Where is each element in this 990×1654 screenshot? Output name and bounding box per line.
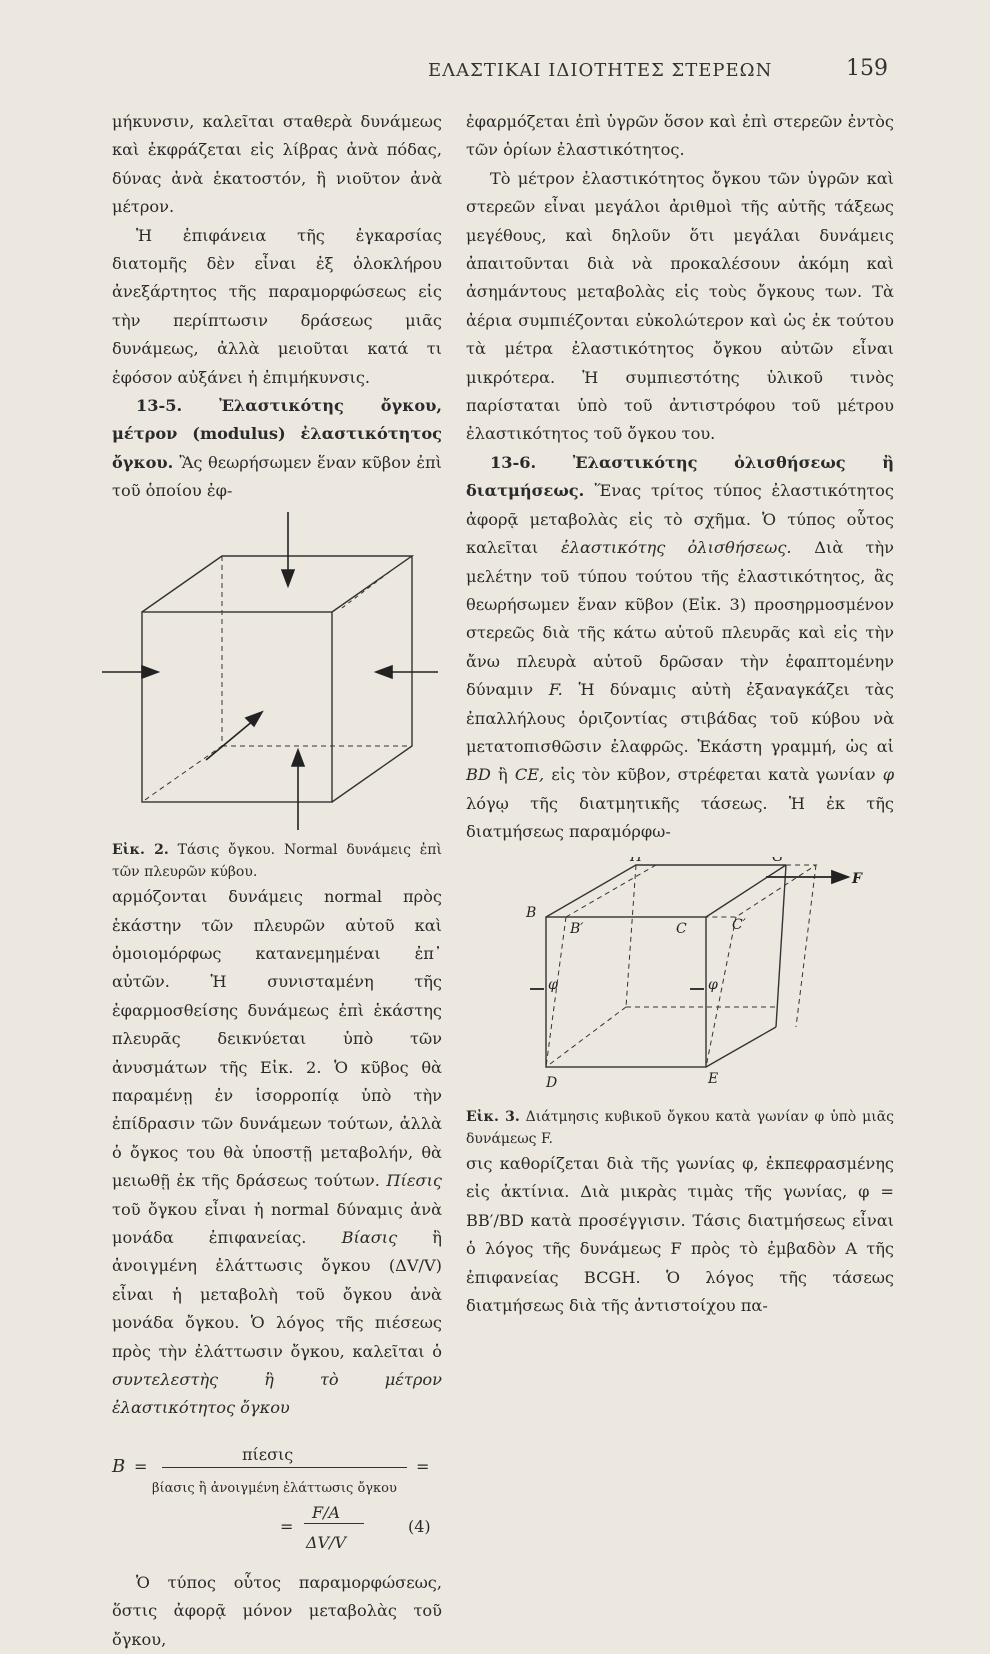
figure-2-label: Εἰκ. 2. — [112, 842, 169, 859]
label-B: B — [526, 904, 537, 921]
paragraph-text: τοῦ ὄγκου εἶναι ἡ normal δύναμις ἀνὰ μονάδα ἐπιφανείας. — [112, 1199, 442, 1247]
front-force-arrow — [206, 720, 254, 760]
label-C: C — [676, 920, 687, 937]
fraction-bar — [304, 1523, 364, 1524]
section-number: 13-5. — [136, 396, 183, 416]
figure-2-caption — [112, 839, 442, 883]
formula-fraction-denominator: ΔV/V — [306, 1532, 347, 1552]
formula-denominator: βίασις ἢ ἀνοιγμένη ἐλάττωσις ὄγκου — [152, 1480, 397, 1496]
page-header — [0, 52, 990, 92]
formula-numerator: πίεσις — [242, 1444, 294, 1464]
section-text: Ἕνας τρίτος τύπος ἐλαστικότητος ἀφορᾷ μεταβολὰς εἰς τὸ σχῆμα. Ὁ τύπος οὗτος καλεῖται — [466, 481, 894, 558]
section-text: Ἡ δύναμις αὐτὴ ἐξαναγκάζει τὰς ἐπαλλήλους ὁριζοντίας στιβάδας τοῦ κύβου νὰ μετατοπισθῶσιν ἐλαφρῶς. Ἑκάστη γραμμή, ὡς αἱ — [466, 680, 894, 756]
cube-edge — [776, 865, 786, 1027]
hidden-edge — [626, 865, 636, 1007]
arrow-head — [292, 750, 304, 766]
paragraph: σις καθορίζεται διὰ τῆς γωνίας φ, ἐκπεφρασμένης εἰς ἀκτίνια. Διὰ μικρὰς τιμὰς τῆς γωνίας, φ = BB′/BD κατὰ προσέγγισιν. Τάσις διατμήσεως εἶναι ὁ λόγος τῆς δυνάμεως F πρὸς τὸ ἐμβαδὸν A τῆς ἐπιφανείας BCGH. Ὁ λόγος τῆς τάσεως διατμήσεως διὰ τῆς ἀντιστοίχου πα- — [466, 1153, 894, 1315]
section-text: Διὰ τὴν μελέτην τοῦ τύπου τούτου τῆς ἐλαστικότητος, ἂς θεωρήσωμεν ἕναν κῦβον (Εἰκ. 3) προσηρμοσμένον στερεῶς διὰ τῆς κάτω αὐτοῦ πλευρᾶς καὶ εἰς τὴν ἄνω πλευρὰ αὐτοῦ δρῶσαν τὴν ἐφαπτομένην δύναμιν — [466, 538, 894, 700]
equation-number: (4) — [408, 1516, 431, 1536]
section-title: Ἐλαστικότης ὀλισθήσεως ἢ διατμήσεως. — [466, 452, 894, 501]
label-D: D — [546, 1074, 558, 1091]
paragraph — [112, 883, 442, 1423]
paragraph: μήκυνσιν, καλεῖται σταθερὰ δυνάμεως καὶ ἐκφράζεται εἰς λίβρας ἀνὰ πόδας, δύνας ἀνὰ ἑκατοστόν, ἢ νιοῦτον ἀνὰ μέτρον. — [112, 112, 442, 217]
label-C-prime: C′ — [732, 916, 746, 933]
left-column — [112, 108, 442, 1654]
label-F: F — [852, 870, 862, 887]
term-bulk-modulus: συντελεστὴς ἢ τὸ μέτρον ἐλαστικότητος ὄγκου — [112, 1370, 442, 1418]
term-strain: Βίασις — [341, 1227, 398, 1247]
symbol-phi: φ — [882, 765, 895, 785]
symbol-F: F. — [548, 680, 563, 700]
arrow-head — [142, 666, 158, 678]
section-text: εἰς τὸν κῦβον, στρέφεται κατὰ γωνίαν — [551, 765, 876, 785]
running-title: ΕΛΑΣΤΙΚΑΙ ΙΔΙΟΤΗΤΕΣ ΣΤΕΡΕΩΝ — [428, 60, 773, 81]
fraction-bar — [162, 1467, 407, 1468]
term-pressure: Πίεσις — [386, 1171, 442, 1191]
formula-equals: = — [134, 1456, 148, 1476]
formula-equals: = — [416, 1456, 430, 1476]
paragraph: Τὸ μέτρον ἐλαστικότητος ὄγκου τῶν ὑγρῶν καὶ στερεῶν εἶναι μεγάλοι ἀριθμοὶ τῆς αὐτῆς τάξεως μεγέθους, καὶ δηλοῦν ὅτι μεγάλαι δυνάμεις ἀπαιτοῦνται διὰ νὰ προκαλέσουν ἀκόμη καὶ ἀσημάντους μεταβολὰς εἰς τοὺς ὄγκους των. Τὰ ἀέρια συμπιέζονται εὐκολώτερον καὶ ὡς ἐκ τούτου τὰ μέτρα ἐλαστικότητος ὄγκου αὐτῶν εἶναι μικρότερα. Ἡ συμπιεστότης ὑλικοῦ τινὸς παρίσταται ὑπὸ τοῦ ἀντιστρόφου τοῦ μέτρου ἐλαστικότητος τοῦ ὄγκου του. — [466, 168, 894, 444]
formula-fraction-numerator: F/A — [312, 1502, 341, 1522]
symbol-BD: BD — [466, 765, 491, 785]
sheared-edge — [796, 865, 816, 1027]
cube-edge — [706, 1027, 776, 1067]
cube-edge — [706, 865, 786, 917]
term-shear-elasticity: ἐλαστικότης ὀλισθήσεως. — [561, 538, 792, 558]
figure-3-label: Εἰκ. 3. — [466, 1108, 520, 1125]
section-text: ἢ — [498, 765, 508, 785]
paragraph: ἐφαρμόζεται ἐπὶ ὑγρῶν ὅσον καὶ ἐπὶ στερεῶν ἐντὸς τῶν ὁρίων ἐλαστικότητος. — [466, 112, 894, 160]
figure-2-cube-diagram — [102, 512, 438, 830]
section-heading-13-6 — [466, 449, 894, 847]
paragraph-text: ἢ ἀνοιγμένη ἐλάττωσις ὄγκου (ΔV/V) εἶναι ἡ μεταβολὴ τοῦ ὄγκου ἀνὰ μονάδα ὄγκου. Ὁ λόγος τῆς πιέσεως πρὸς τὴν ἐλάττωσιν ὄγκου, καλεῖται ὁ — [112, 1227, 442, 1361]
label-H: H — [630, 856, 643, 865]
arrow-head — [832, 871, 848, 883]
figure-3-caption-text: Διάτμησις κυβικοῦ ὄγκου κατὰ γωνίαν φ ὑπὸ μιᾶς δυνάμεως F. — [466, 1108, 894, 1147]
cube-top-back-edge — [546, 865, 786, 917]
hidden-edge — [546, 1007, 626, 1067]
right-column — [466, 108, 894, 1320]
arrow-head — [282, 570, 294, 586]
section-text: λόγῳ τῆς διατμητικῆς τάσεως. Ἡ ἐκ τῆς διατμήσεως παραμόρφω- — [466, 793, 894, 842]
cube-right-face — [332, 556, 412, 802]
label-B-prime: B′ — [570, 920, 584, 937]
label-phi-left: φ — [548, 976, 558, 993]
cube-hidden-edges — [142, 556, 222, 802]
page-number: 159 — [846, 56, 888, 81]
figure-3-caption — [466, 1106, 894, 1150]
figure-3-shear-diagram — [486, 857, 866, 1097]
arrow-head — [376, 666, 392, 678]
paragraph: Ἡ ἐπιφάνεια τῆς ἐγκαρσίας διατομῆς δὲν εἶναι ἐξ ὁλοκλήρου ἀνεξάρτητος τῆς παραμορφώσεως εἰς τὴν περίπτωσιν δράσεως μιᾶς δυνάμεως, ἀλλὰ μειοῦται κατά τι ἐφόσον αὐξάνει ἡ ἐπιμήκυνσις. — [112, 225, 442, 387]
figure-2-caption-text: Τάσις ὄγκου. Normal δυνάμεις ἐπὶ τῶν πλευρῶν κύβου. — [112, 842, 442, 881]
cube-top-face — [142, 556, 412, 612]
section-text: Ἂς θεωρήσωμεν ἕναν κῦβον ἐπὶ τοῦ ὁποίου ἐφ- — [112, 452, 442, 501]
cube-front-face — [142, 612, 332, 802]
section-title: Ἐλαστικότης ὄγκου, μέτρον (modulus) ἐλαστικότητος ὄγκου. — [112, 396, 443, 472]
formula-lhs: B — [112, 1455, 126, 1477]
section-heading-13-5 — [112, 392, 442, 506]
symbol-CE: CE, — [514, 765, 545, 785]
paragraph-text: αρμόζονται δυνάμεις normal πρὸς ἑκάστην τῶν πλευρῶν αὐτοῦ καὶ ὁμοιομόρφως κατανεμημέναι ἐπ᾽ αὐτῶν. Ἡ συνισταμένη τῆς ἐφαρμοσθείσης δυνάμεως ἐπὶ ἑκάστης πλευρᾶς δεικνύεται ὑπὸ τῶν ἀνυσμάτων τῆς Εἰκ. 2. Ὁ κῦβος θὰ παραμένῃ ἐν ἰσορροπίᾳ ὑπὸ τὴν ἐπίδρασιν τῶν δυνάμεων τούτων, ἀλλὰ ὁ ὄγκος του θὰ ὑποστῇ μεταβολήν, θὰ μειωθῇ ἐκ τῆς δράσεως τούτων. — [112, 887, 442, 1191]
section-number: 13-6. — [490, 452, 537, 472]
label-phi-right: φ — [708, 976, 718, 993]
formula-equals: = — [280, 1516, 294, 1536]
sheared-top-face — [566, 865, 816, 917]
label-G: G — [772, 856, 784, 865]
equation-4 — [112, 1439, 442, 1565]
label-E: E — [708, 1070, 719, 1087]
cube-front-face — [546, 917, 706, 1067]
paragraph: Ὁ τύπος οὗτος παραμορφώσεως, ὅστις ἀφορᾷ μόνον μεταβολὰς τοῦ ὄγκου, — [112, 1572, 442, 1649]
